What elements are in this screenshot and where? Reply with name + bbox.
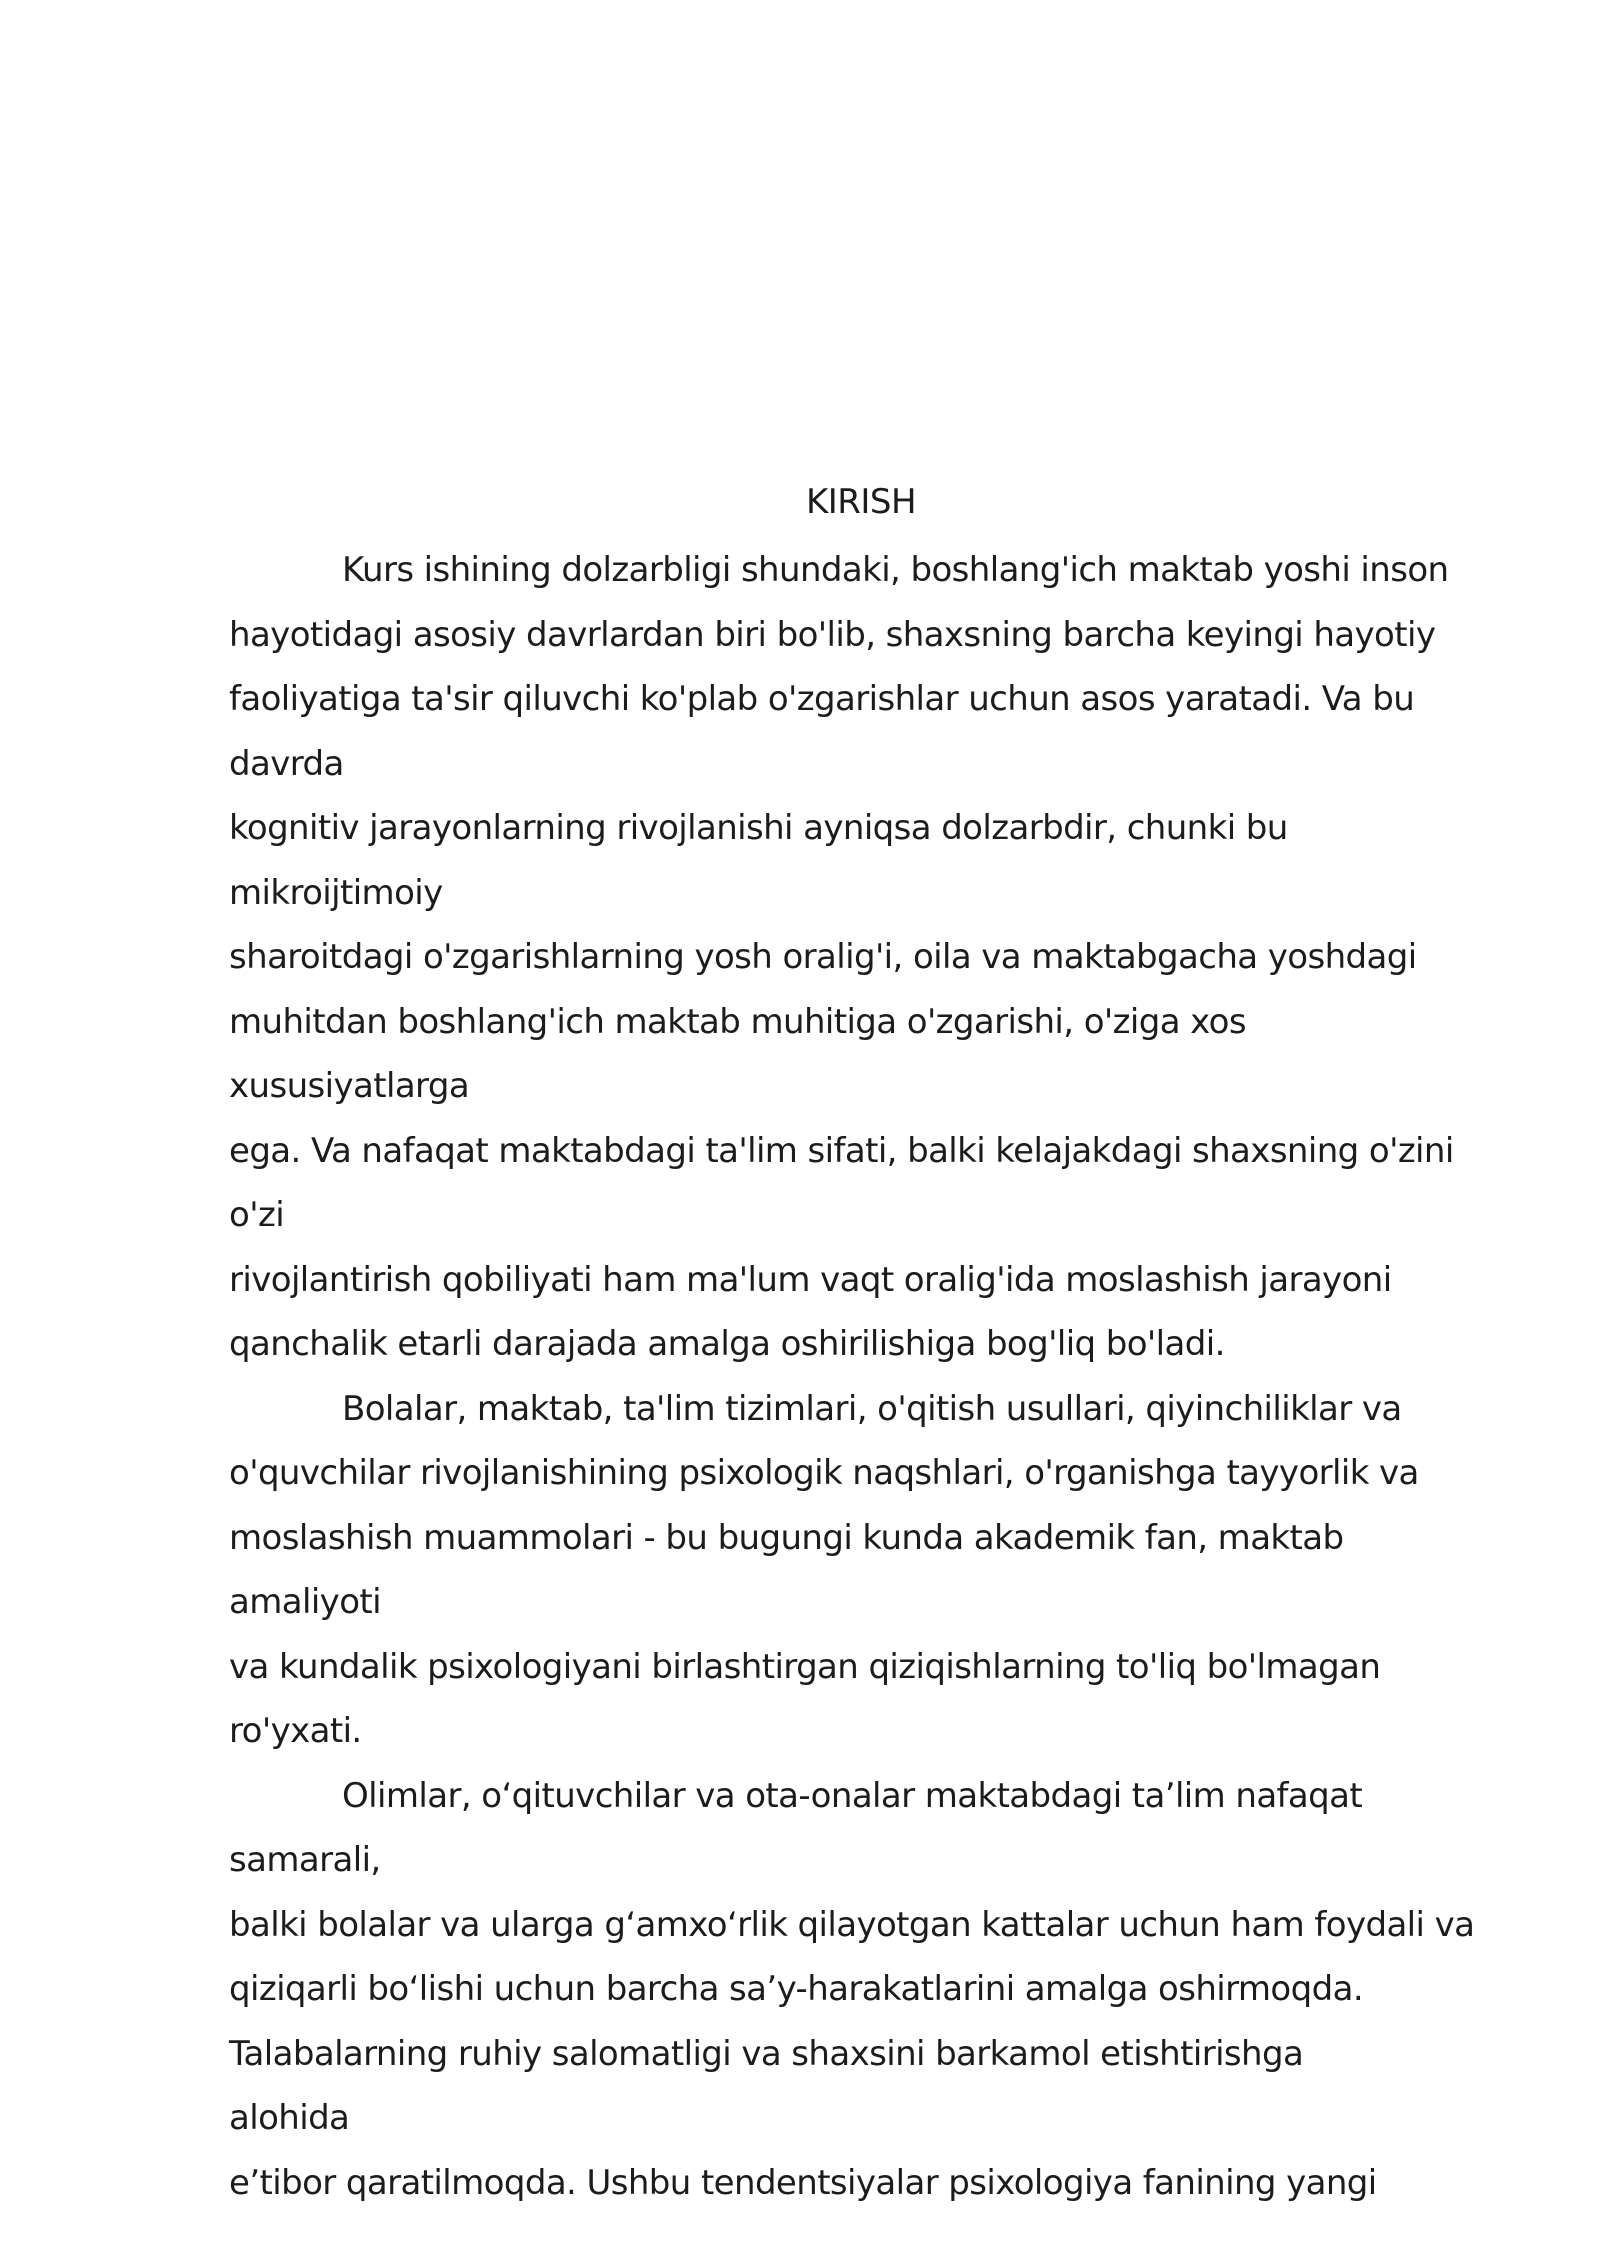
text-line: ega. Va nafaqat maktabdagi ta'lim sifati, balki kelajakdagi shaxsning o'zini [229,1130,1454,1171]
text-line: xususiyatlarga [229,1066,470,1106]
text-line: o'zi [229,1195,285,1235]
text-line: davrda [229,743,344,784]
text-line: muhitdan boshlang'ich maktab muhitiga o'zgarishi, o'ziga xos [229,1001,1246,1042]
text-line: qiziqarli bo‘lishi uchun barcha sa’y-harakatlarini amalga oshirmoqda. [229,1969,1364,2009]
text-line: Talabalarning ruhiy salomatligi va shaxsini barkamol etishtirishga [229,2033,1304,2074]
text-line: samarali, [229,1840,381,1880]
text-line: o'quvchilar rivojlanishining psixologik naqshlari, o'rganishga tayyorlik va [229,1453,1419,1493]
text-line: ro'yxati. [229,1711,362,1751]
text-line: sharoitdagi o'zgarishlarning yosh oralig'i, oila va maktabgacha yoshdagi [229,937,1417,977]
text-line: alohida [229,2098,350,2138]
text-line: kognitiv jarayonlarning rivojlanishi ayniqsa dolzarbdir, chunki bu [229,808,1288,848]
text-line: Olimlar, o‘qituvchilar va ota-onalar maktabdagi ta’lim nafaqat [342,1775,1363,1816]
text-line: va kundalik psixologiyani birlashtirgan qiziqishlarning to'liq bo'lmagan [229,1646,1381,1687]
text-line: Kurs ishining dolzarbligi shundaki, boshlang'ich maktab yoshi inson [342,550,1449,590]
section-heading: KIRISH [805,482,917,522]
text-line: balki bolalar va ularga g‘amxo‘rlik qilayotgan kattalar uchun ham foydali va [229,1904,1475,1945]
text-line: mikroijtimoiy [229,872,443,913]
text-line: amaliyoti [229,1582,381,1622]
body-text [229,538,1479,2215]
text-line: e’tibor qaratilmoqda. Ushbu tendentsiyalar psixologiya fanining yangi [229,2162,1377,2203]
text-line: faoliyatiga ta'sir qiluvchi ko'plab o'zgarishlar uchun asos yaratadi. Va bu [229,679,1415,719]
text-line: moslashish muammolari - bu bugungi kunda akademik fan, maktab [229,1517,1344,1558]
text-line: rivojlantirish qobiliyati ham ma'lum vaqt oralig'ida moslashish jarayoni [229,1259,1392,1300]
text-line: qanchalik etarli darajada amalga oshirilishiga bog'liq bo'ladi. [229,1324,1225,1364]
text-line: hayotidagi asosiy davrlardan biri bo'lib, shaxsning barcha keyingi hayotiy [229,614,1436,655]
text-line: Bolalar, maktab, ta'lim tizimlari, o'qitish usullari, qiyinchiliklar va [342,1388,1402,1429]
